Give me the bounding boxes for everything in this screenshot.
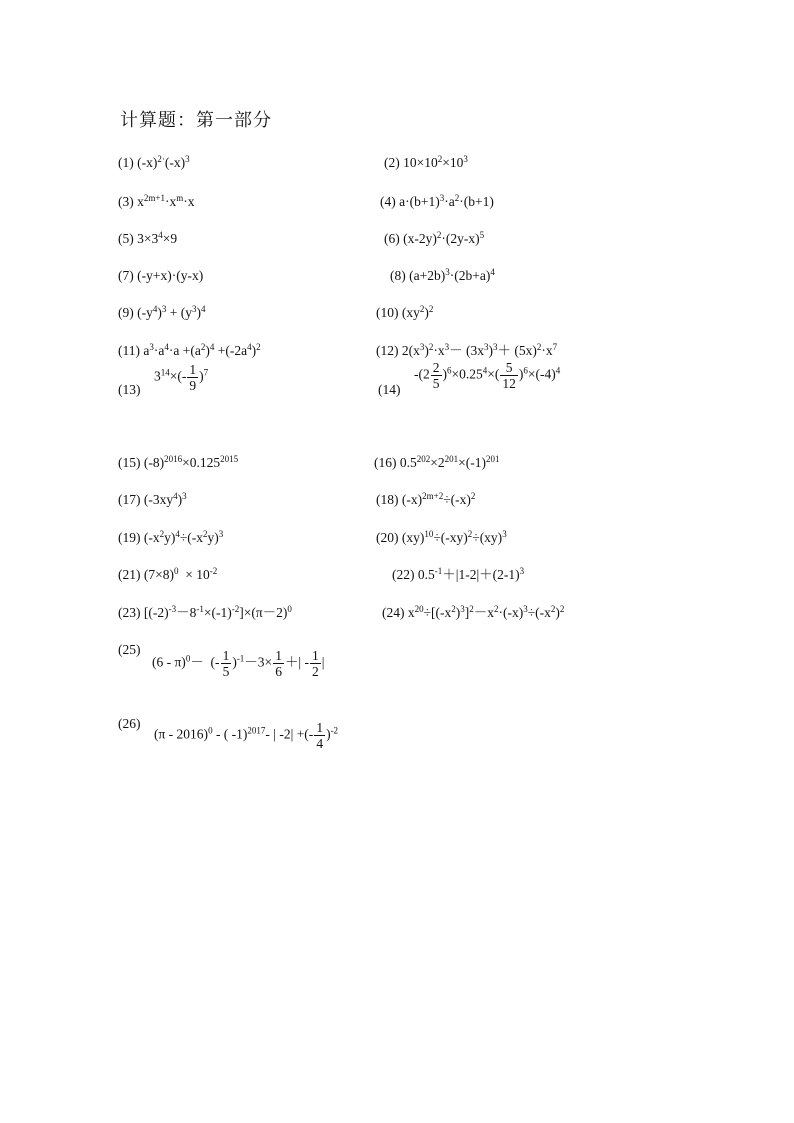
- problem-23: (23) $[(-2)^{-3}-8^{-1}\times(-1)^{-2}]\times(\pi-2)^0$: [118, 604, 292, 620]
- problem-25-label: (25): [118, 642, 141, 657]
- problem-label: (20): [376, 530, 399, 545]
- fraction: $\frac{1}{2}$: [312, 648, 319, 679]
- problem-12: (12) $2(x^3)^2\cdot x^3- (3x^3)^3+ (5x)^2\cdot x^7$: [376, 342, 558, 358]
- problem-label: (4): [380, 194, 396, 209]
- problem-label: (22): [392, 567, 415, 582]
- problem-2: (2) $10\times 10^2\times 10^3$: [384, 154, 468, 170]
- problem-label: (7): [118, 268, 134, 283]
- problem-label: (12): [376, 343, 399, 358]
- problem-19: (19) $(-x^2y)^4\div(-x^2y)^3$: [118, 529, 224, 545]
- problem-label: (21): [118, 567, 141, 582]
- problem-21: (21) $(7\times 8)^0 \times 10^{-2}$: [118, 566, 218, 582]
- problem-13-label: (13): [118, 382, 141, 397]
- problem-6: (6) $(x-2y)^2\cdot(2y-x)^5$: [384, 230, 485, 246]
- problem-label: (2): [384, 155, 400, 170]
- problem-5: (5) $3\times 3^4\times 9$: [118, 230, 178, 246]
- problem-label: (18): [376, 492, 399, 507]
- problem-label: (19): [118, 530, 141, 545]
- fraction: $\frac{5}{12}$: [502, 360, 516, 391]
- problem-label: (5): [118, 231, 134, 246]
- problem-8: (8) $(a+2b)^3\cdot(2b+a)^4$: [390, 267, 495, 283]
- problem-25: (6 - π)$^0$－ (- $\frac{1}{5}$ )$^{-1}$－3× $\frac{1}{6}$ ＋| - $\frac{1}{2}$ |: [152, 648, 325, 679]
- problem-label: (24): [382, 605, 405, 620]
- problem-26-label: (26): [118, 716, 141, 731]
- fraction: $\frac{1}{6}$: [275, 648, 282, 679]
- problem-26: (π - 2016)$^0$ - ( -1)$^{2017}$- | -2| +(- $\frac{1}{4}$ )$^{-2}$: [154, 720, 339, 751]
- fraction: $\frac{2}{5}$: [432, 360, 440, 391]
- problem-label: (17): [118, 492, 141, 507]
- problem-label: (10): [376, 305, 399, 320]
- problem-20: (20) $(xy)^{10}\div(-xy)^2\div(xy)^3$: [376, 529, 507, 545]
- problem-label: (1): [118, 155, 134, 170]
- problem-13: $3^{14}\times(-$ $\frac{1}{9}$ )$^7$: [154, 362, 209, 393]
- problem-7: (7) (-y+x)·(y-x): [118, 268, 204, 283]
- problem-label: (16): [374, 455, 397, 470]
- problem-11: (11) $a^3\cdot a^4\cdot a +(a^2)^4 +(-2a^4)^2$: [118, 342, 261, 358]
- problem-1: (1) $(-x)^{2\cdot}(-x)^3$: [118, 154, 190, 170]
- problem-3: (3) $x^{2m+1}\cdot x^m\cdot x$: [118, 193, 195, 209]
- problem-label: (15): [118, 455, 141, 470]
- problem-10: (10) $(xy^2)^2$: [376, 304, 434, 320]
- problem-label: (23): [118, 605, 141, 620]
- problem-4: (4) $a\cdot(b+1)^3\cdot a^2\cdot(b+1)$: [380, 193, 494, 209]
- problem-22: (22) $0.5^{-1}+|1-2|+(2-1)^3$: [392, 566, 525, 582]
- fraction: $\frac{1}{9}$: [189, 362, 197, 393]
- problem-label: (9): [118, 305, 134, 320]
- problem-14-label: (14): [378, 382, 401, 397]
- problem-24: (24) $x^{20}\div[(-x^2)^3]^2-x^2\cdot(-x)^3\div(-x^2)^2$: [382, 604, 565, 620]
- fraction: $\frac{1}{4}$: [316, 720, 324, 751]
- problem-9: (9) $(-y^4)^3 + (y^3)^4$: [118, 304, 206, 320]
- problem-14: -(2 $\frac{2}{5}$ )$^6\times 0.25^4\times$( $\frac{5}{12}$ )$^6\times(-4)^4$: [414, 360, 561, 391]
- problem-label: (3): [118, 194, 134, 209]
- problem-label: (6): [384, 231, 400, 246]
- problem-17: (17) $(-3xy^4)^3$: [118, 491, 187, 507]
- fraction: $\frac{1}{5}$: [222, 648, 230, 679]
- problem-15: (15) $(-8)^{2016}\times 0.125^{2015}$: [118, 454, 239, 470]
- problem-16: (16) $0.5^{202}\times 2^{201}\times(-1)^{201}$: [374, 454, 500, 470]
- problem-label: (11): [118, 343, 140, 358]
- page-title: 计算题：第一部分: [120, 110, 272, 131]
- problem-18: (18) $(-x)^{2m+2}\div(-x)^2$: [376, 491, 476, 507]
- problem-label: (8): [390, 268, 406, 283]
